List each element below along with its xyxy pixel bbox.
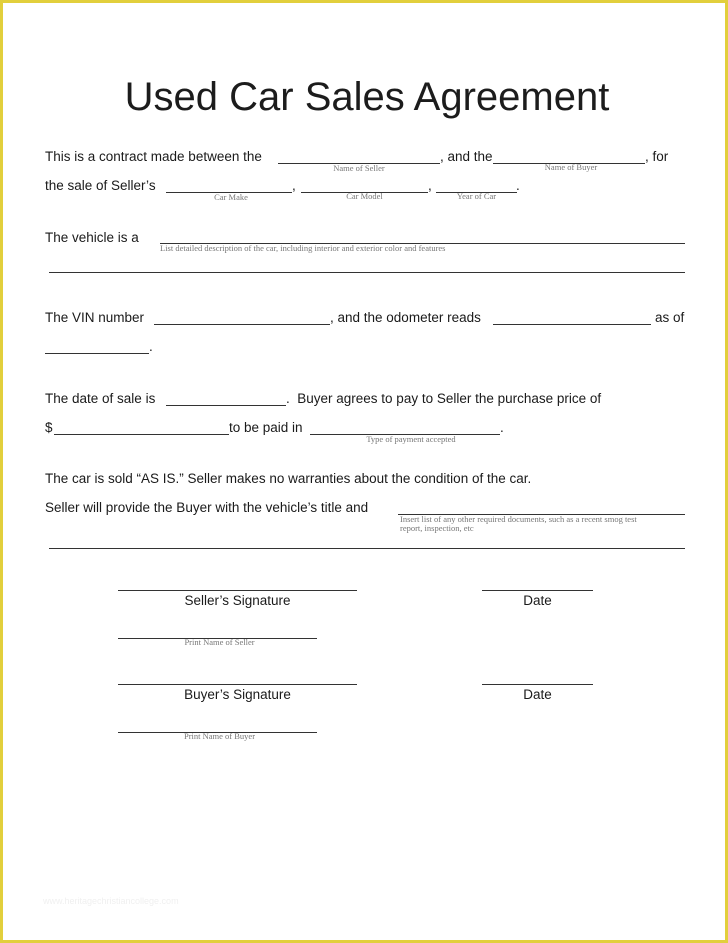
required-documents-blank-2[interactable]	[49, 548, 685, 549]
vin-label: The VIN number	[45, 310, 145, 325]
vehicle-description-blank-2[interactable]	[49, 272, 685, 273]
vehicle-description-hint: List detailed description of the car, including interior and exterior color and features	[160, 243, 446, 253]
seller-date-line[interactable]	[482, 590, 593, 591]
seller-signature-line[interactable]	[118, 590, 357, 591]
for-text: , for	[645, 149, 669, 164]
buyer-signature-line[interactable]	[118, 684, 357, 685]
sale-date-blank[interactable]	[166, 405, 286, 406]
as-of-text: as of	[655, 310, 685, 325]
seller-name-hint: Name of Seller	[333, 163, 385, 173]
buyer-print-name-hint: Print Name of Buyer	[183, 731, 256, 741]
odometer-label: , and the odometer reads	[330, 310, 481, 325]
period-1: .	[516, 178, 520, 193]
contract-intro-text: This is a contract made between the	[45, 149, 262, 164]
sale-of-text: the sale of Seller’s	[45, 178, 156, 193]
car-year-hint: Year of Car	[456, 191, 497, 201]
buyer-name-hint: Name of Buyer	[544, 162, 598, 172]
required-documents-hint-1: Insert list of any other required documents, such as a recent smog test	[400, 514, 637, 524]
period-2: .	[149, 339, 153, 354]
buyer-date-label: Date	[523, 687, 552, 702]
buyer-date-line[interactable]	[482, 684, 593, 685]
seller-print-name-hint: Print Name of Seller	[184, 637, 255, 647]
as-is-statement: The car is sold “AS IS.” Seller makes no warranties about the condition of the car.	[45, 471, 532, 486]
comma-1: ,	[292, 178, 296, 193]
odometer-blank[interactable]	[493, 324, 651, 325]
payment-type-hint: Type of payment accepted	[366, 434, 456, 444]
buyer-signature-label: Buyer’s Signature	[184, 687, 291, 702]
purchase-price-blank[interactable]	[54, 434, 229, 435]
buyer-agrees-text: . Buyer agrees to pay to Seller the purchase price of	[286, 391, 602, 406]
car-model-hint: Car Model	[346, 191, 383, 201]
vin-blank[interactable]	[154, 324, 330, 325]
car-make-hint: Car Make	[214, 192, 248, 202]
watermark-text: www.heritagechristiancollege.com	[43, 896, 179, 906]
dollar-sign: $	[45, 420, 53, 435]
date-of-sale-label: The date of sale is	[45, 391, 156, 406]
seller-signature-label: Seller’s Signature	[184, 593, 291, 608]
and-the-text: , and the	[440, 149, 493, 164]
page-title: Used Car Sales Agreement	[124, 75, 610, 119]
comma-2: ,	[428, 178, 432, 193]
period-3: .	[500, 420, 504, 435]
required-documents-hint-2: report, inspection, etc	[400, 523, 474, 533]
vehicle-label: The vehicle is a	[45, 230, 139, 245]
title-provision-label: Seller will provide the Buyer with the vehicle’s title and	[45, 500, 369, 515]
paid-in-text: to be paid in	[229, 420, 303, 435]
odometer-date-blank[interactable]	[45, 353, 149, 354]
seller-date-label: Date	[523, 593, 552, 608]
